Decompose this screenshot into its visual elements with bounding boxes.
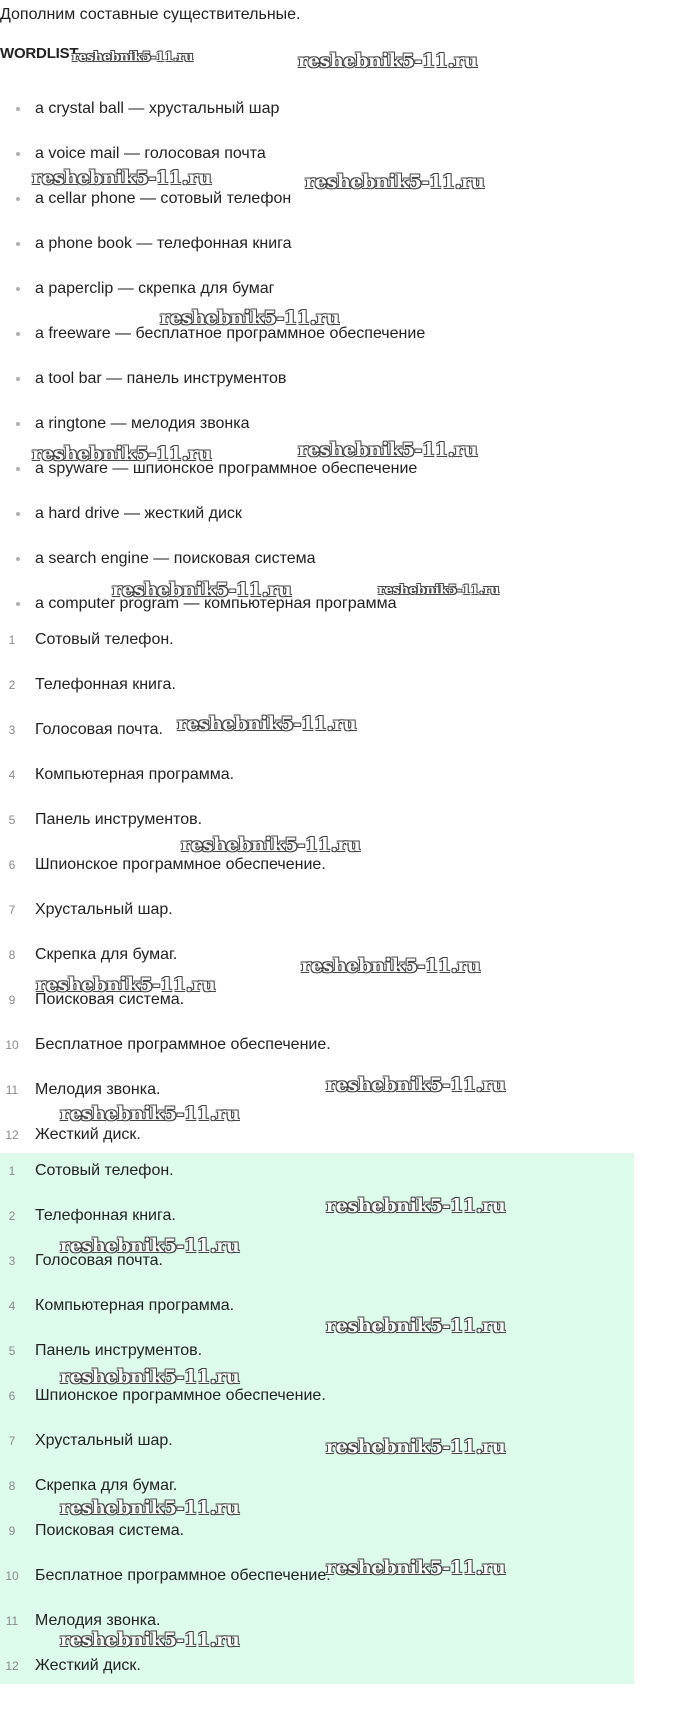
watermark: reshebnik5-11.ru	[32, 443, 212, 465]
bullet-icon	[16, 107, 20, 111]
watermark: reshebnik5-11.ru	[32, 167, 212, 189]
watermark: reshebnik5-11.ru	[72, 50, 194, 65]
bullet-icon	[16, 512, 20, 516]
bullet-icon	[16, 152, 20, 156]
watermark: reshebnik5-11.ru	[60, 1235, 240, 1257]
watermark: reshebnik5-11.ru	[305, 171, 485, 193]
bullet-icon	[16, 422, 20, 426]
watermark: reshebnik5-11.ru	[36, 974, 216, 996]
watermark: reshebnik5-11.ru	[326, 1557, 506, 1579]
bullet-icon	[16, 332, 20, 336]
bullet-icon	[16, 242, 20, 246]
bullet-icon	[16, 557, 20, 561]
watermark: reshebnik5-11.ru	[301, 955, 481, 977]
bullet-icon	[16, 377, 20, 381]
bullet-icon	[16, 467, 20, 471]
watermark: reshebnik5-11.ru	[181, 834, 361, 856]
watermark: reshebnik5-11.ru	[298, 439, 478, 461]
watermark: reshebnik5-11.ru	[60, 1497, 240, 1519]
watermark: reshebnik5-11.ru	[326, 1315, 506, 1337]
bullet-icon	[16, 197, 20, 201]
watermark: reshebnik5-11.ru	[326, 1074, 506, 1096]
watermark: reshebnik5-11.ru	[326, 1436, 506, 1458]
watermark: reshebnik5-11.ru	[378, 583, 500, 598]
watermark: reshebnik5-11.ru	[160, 307, 340, 329]
bullet-icon	[16, 287, 20, 291]
watermark: reshebnik5-11.ru	[177, 713, 357, 735]
answer-box	[0, 1153, 634, 1684]
watermark: reshebnik5-11.ru	[60, 1366, 240, 1388]
watermark: reshebnik5-11.ru	[60, 1103, 240, 1125]
intro-text: Дополним составные существительные.	[0, 6, 301, 23]
watermark: reshebnik5-11.ru	[112, 579, 292, 601]
watermark: reshebnik5-11.ru	[298, 50, 478, 72]
bullet-icon	[16, 602, 20, 606]
watermark: reshebnik5-11.ru	[326, 1195, 506, 1217]
watermark: reshebnik5-11.ru	[60, 1629, 240, 1651]
wordlist-title: WORDLIST	[0, 45, 79, 62]
